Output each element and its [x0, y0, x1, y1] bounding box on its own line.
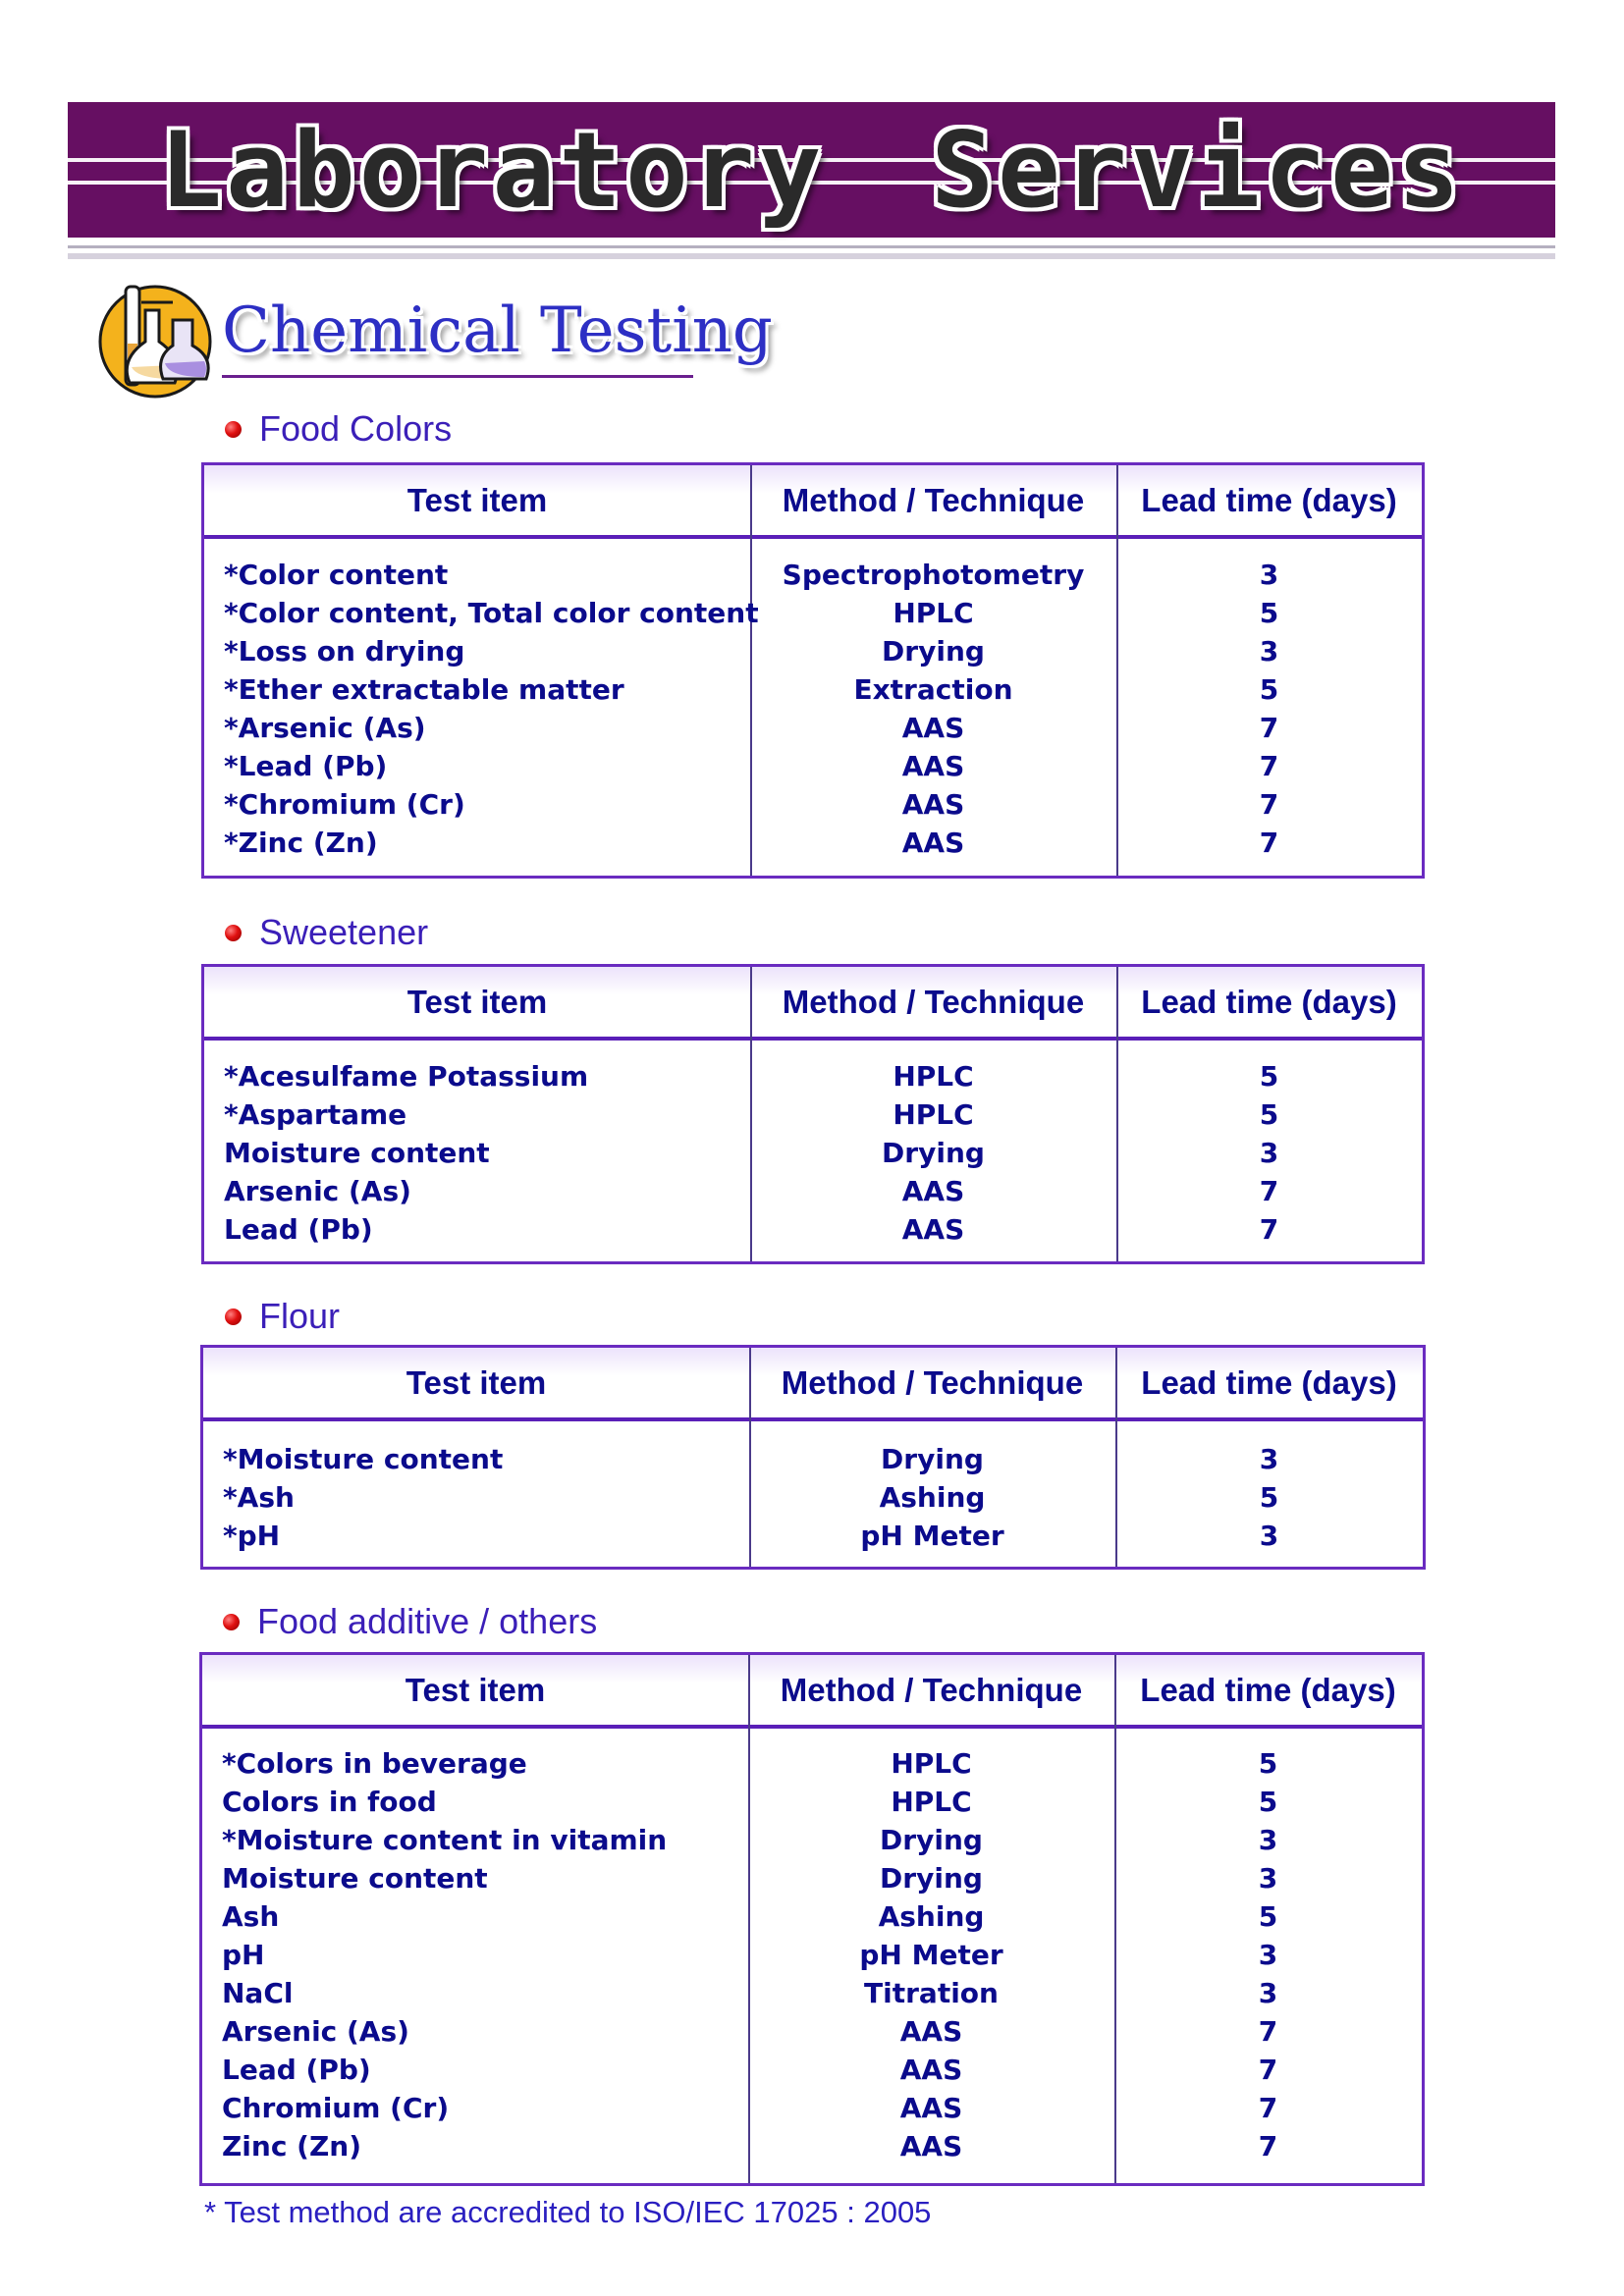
cell-method: Ashing — [878, 1900, 985, 1933]
cell-method: AAS — [899, 2130, 963, 2163]
table-row — [204, 824, 1422, 862]
bullet-icon — [225, 421, 242, 438]
cell-lead-time: 3 — [1259, 559, 1279, 591]
cell-test-item: *Color content — [224, 559, 449, 591]
cell-method: AAS — [901, 750, 965, 782]
header-banner — [68, 102, 1555, 238]
cell-lead-time: 3 — [1259, 1137, 1279, 1169]
cell-method: Extraction — [853, 673, 1013, 706]
table-row — [202, 2127, 1422, 2165]
table-header — [203, 1348, 1423, 1421]
cell-test-item: *pH — [223, 1520, 281, 1552]
cell-method: AAS — [901, 827, 965, 859]
table-flour — [200, 1345, 1426, 1570]
cell-test-item: Chromium (Cr) — [222, 2092, 450, 2124]
table-row — [204, 670, 1422, 709]
column-header-lead-time: Lead time (days) — [1141, 481, 1397, 518]
section-heading-label: Food additive / others — [257, 1601, 598, 1641]
cell-method: AAS — [899, 2054, 963, 2086]
table-row — [204, 556, 1422, 594]
table-row — [203, 1440, 1423, 1478]
table-row — [204, 594, 1422, 632]
cell-lead-time: 3 — [1258, 1977, 1278, 2009]
cell-method: AAS — [901, 1213, 965, 1246]
cell-test-item: *Moisture content in vitamin — [222, 1824, 668, 1856]
bullet-icon — [225, 925, 242, 941]
cell-lead-time: 7 — [1259, 827, 1279, 859]
cell-test-item: Lead (Pb) — [224, 1213, 373, 1246]
column-header-method: Method / Technique — [782, 983, 1085, 1020]
cell-test-item: *Lead (Pb) — [224, 750, 388, 782]
cell-test-item: Lead (Pb) — [222, 2054, 371, 2086]
table-row — [204, 1172, 1422, 1210]
table-food-colors — [201, 462, 1425, 879]
divider — [68, 253, 1555, 259]
table-row — [204, 785, 1422, 824]
table-row — [204, 632, 1422, 670]
table-row — [203, 1517, 1423, 1555]
cell-method: Drying — [880, 1824, 983, 1856]
cell-test-item: pH — [222, 1939, 265, 1971]
table-sweetener — [201, 964, 1425, 1264]
cell-lead-time: 3 — [1259, 1520, 1279, 1552]
cell-method: HPLC — [891, 1747, 972, 1780]
cell-test-item: *Color content, Total color content — [224, 597, 759, 629]
cell-lead-time: 3 — [1259, 635, 1279, 667]
cell-lead-time: 3 — [1258, 1824, 1278, 1856]
cell-lead-time: 3 — [1259, 1443, 1279, 1475]
cell-test-item: *Chromium (Cr) — [224, 788, 465, 821]
cell-lead-time: 3 — [1258, 1939, 1278, 1971]
bullet-icon — [223, 1614, 240, 1630]
section-heading-label: Flour — [259, 1296, 341, 1336]
section-title-chemical-testing: Chemical Testing — [222, 294, 773, 367]
cell-method: Drying — [882, 1137, 985, 1169]
cell-test-item: Arsenic (As) — [224, 1175, 411, 1207]
cell-method: Spectrophotometry — [782, 559, 1085, 591]
section-heading-food-colors — [225, 408, 452, 450]
table-row — [204, 747, 1422, 785]
accreditation-footnote: * Test method are accredited to ISO/IEC 17025 : 2005 — [204, 2195, 932, 2229]
cell-lead-time: 5 — [1259, 1481, 1279, 1514]
column-header-method: Method / Technique — [780, 1671, 1083, 1708]
cell-lead-time: 5 — [1259, 597, 1279, 629]
cell-lead-time: 5 — [1259, 1060, 1279, 1093]
table-row — [202, 1974, 1422, 2012]
cell-method: HPLC — [893, 1060, 974, 1093]
cell-test-item: *Arsenic (As) — [224, 712, 426, 744]
cell-method: Ashing — [879, 1481, 986, 1514]
table-row — [203, 1478, 1423, 1517]
section-heading-label: Food Colors — [259, 408, 453, 449]
column-header-test-item: Test item — [406, 1363, 547, 1401]
cell-test-item: *Aspartame — [224, 1098, 407, 1131]
table-row — [204, 1095, 1422, 1134]
cell-lead-time: 7 — [1259, 1213, 1279, 1246]
cell-method: Titration — [864, 1977, 999, 2009]
cell-method: AAS — [899, 2092, 963, 2124]
column-header-lead-time: Lead time (days) — [1141, 1363, 1397, 1401]
table-row — [202, 2012, 1422, 2051]
cell-method: AAS — [899, 2015, 963, 2048]
section-heading-flour — [225, 1296, 340, 1337]
cell-method: HPLC — [893, 597, 974, 629]
cell-lead-time: 7 — [1258, 2092, 1278, 2124]
cell-test-item: *Zinc (Zn) — [224, 827, 378, 859]
cell-lead-time: 3 — [1258, 1862, 1278, 1895]
cell-test-item: Ash — [222, 1900, 280, 1933]
column-header-lead-time: Lead time (days) — [1140, 1671, 1396, 1708]
cell-test-item: Moisture content — [222, 1862, 488, 1895]
cell-lead-time: 7 — [1258, 2054, 1278, 2086]
cell-test-item: Colors in food — [222, 1786, 437, 1818]
bullet-icon — [225, 1308, 242, 1325]
table-row — [202, 1897, 1422, 1936]
column-header-test-item: Test item — [406, 983, 548, 1020]
divider — [222, 375, 693, 378]
cell-method: AAS — [901, 712, 965, 744]
table-row — [202, 1821, 1422, 1859]
cell-test-item: Zinc (Zn) — [222, 2130, 362, 2163]
cell-test-item: *Colors in beverage — [222, 1747, 527, 1780]
column-header-method: Method / Technique — [781, 1363, 1084, 1401]
cell-test-item: NaCl — [222, 1977, 294, 2009]
cell-lead-time: 7 — [1258, 2130, 1278, 2163]
lab-flasks-icon — [90, 281, 222, 402]
cell-method: AAS — [901, 1175, 965, 1207]
page-title: Laboratory Services — [159, 109, 1464, 231]
cell-lead-time: 5 — [1258, 1747, 1278, 1780]
table-row — [202, 2051, 1422, 2089]
cell-lead-time: 5 — [1258, 1900, 1278, 1933]
cell-lead-time: 5 — [1258, 1786, 1278, 1818]
table-row — [204, 709, 1422, 747]
cell-lead-time: 7 — [1259, 1175, 1279, 1207]
table-row — [204, 1134, 1422, 1172]
cell-lead-time: 7 — [1258, 2015, 1278, 2048]
table-header — [202, 1655, 1422, 1729]
column-header-method: Method / Technique — [782, 481, 1085, 518]
cell-lead-time: 7 — [1259, 788, 1279, 821]
cell-lead-time: 7 — [1259, 750, 1279, 782]
column-header-test-item: Test item — [406, 481, 548, 518]
cell-test-item: Moisture content — [224, 1137, 490, 1169]
cell-test-item: *Acesulfame Potassium — [224, 1060, 589, 1093]
cell-test-item: *Loss on drying — [224, 635, 465, 667]
table-header — [204, 465, 1422, 539]
cell-test-item: Arsenic (As) — [222, 2015, 409, 2048]
table-row — [202, 1783, 1422, 1821]
cell-method: Drying — [882, 635, 985, 667]
table-row — [202, 2089, 1422, 2127]
cell-method: Drying — [880, 1862, 983, 1895]
table-header — [204, 967, 1422, 1041]
cell-test-item: *Ash — [223, 1481, 295, 1514]
table-row — [204, 1210, 1422, 1249]
cell-method: pH Meter — [860, 1520, 1004, 1552]
table-row — [204, 1057, 1422, 1095]
cell-method: HPLC — [893, 1098, 974, 1131]
table-row — [202, 1859, 1422, 1897]
cell-method: HPLC — [891, 1786, 972, 1818]
section-heading-sweetener — [225, 912, 428, 953]
cell-test-item: *Moisture content — [223, 1443, 504, 1475]
cell-method: Drying — [881, 1443, 984, 1475]
cell-lead-time: 7 — [1259, 712, 1279, 744]
cell-method: pH Meter — [859, 1939, 1003, 1971]
column-header-test-item: Test item — [405, 1671, 546, 1708]
cell-method: AAS — [901, 788, 965, 821]
table-row — [202, 1744, 1422, 1783]
section-heading-label: Sweetener — [259, 912, 429, 952]
cell-test-item: *Ether extractable matter — [224, 673, 624, 706]
cell-lead-time: 5 — [1259, 673, 1279, 706]
section-heading-food-additive — [223, 1601, 597, 1642]
table-food-additive — [199, 1652, 1425, 2186]
column-header-lead-time: Lead time (days) — [1141, 983, 1397, 1020]
cell-lead-time: 5 — [1259, 1098, 1279, 1131]
divider — [68, 245, 1555, 248]
table-row — [202, 1936, 1422, 1974]
